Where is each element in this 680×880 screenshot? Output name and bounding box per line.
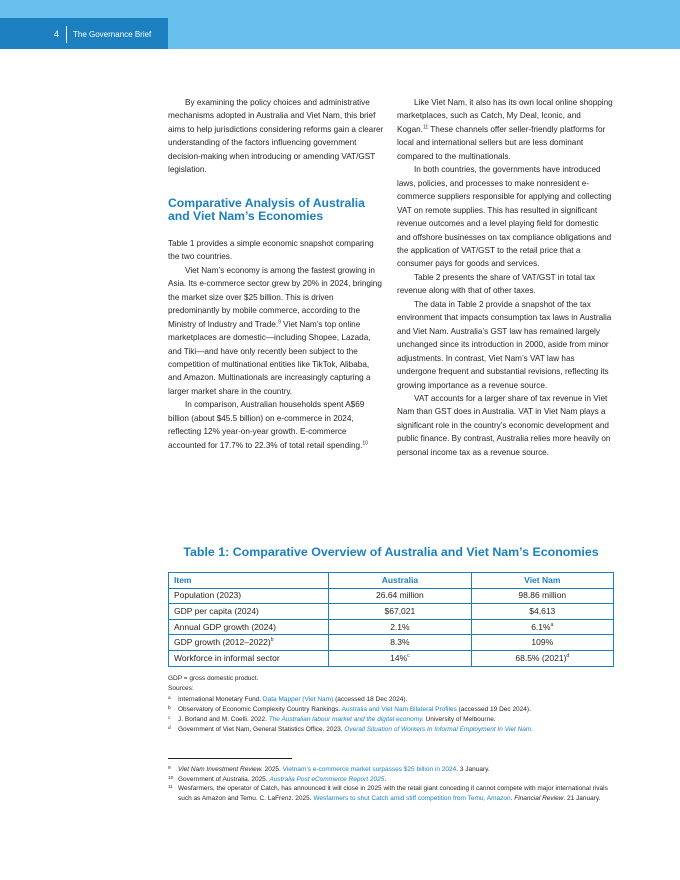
source-mark: c: [407, 652, 410, 659]
footnote-text: . 3 January.: [456, 766, 490, 773]
table-row: [169, 588, 614, 604]
source-text: (accessed 18 Dec 2024).: [335, 695, 408, 703]
table-cell: [471, 635, 613, 651]
paragraph: VAT accounts for a larger share of tax revenue in Viet Nam than GST does in Australia. VAT in Viet Nam plays a significant role in the country’s economic development and public finance. By contrast, Australia relies more heavily on personal income tax as a revenue source.: [397, 393, 611, 457]
table-notes: [168, 674, 614, 736]
cell-value: 109%: [531, 637, 554, 648]
source-link[interactable]: Data Mapper (Viet Nam): [262, 695, 334, 703]
cell-value: $4,613: [529, 605, 556, 616]
table-row: [169, 619, 614, 635]
table-cell: [169, 635, 329, 651]
footnote-number: 9: [168, 766, 171, 771]
source-link[interactable]: Australia and Viet Nam Bilateral Profiles: [341, 705, 457, 713]
cell-value: Population (2023): [174, 590, 242, 601]
table-cell: [169, 650, 329, 666]
footnote-text: Financial Review: [514, 795, 564, 803]
source-mark: b: [168, 705, 171, 711]
footnote: [168, 784, 614, 803]
right-column: [397, 96, 613, 459]
abbreviation-note: GDP = gross domestic product.: [168, 675, 259, 682]
paragraph: Table 2 presents the share of VAT/GST in total tax revenue along with that of other taxes.: [397, 272, 596, 296]
table-cell: [169, 588, 329, 604]
cell-value: 8.3%: [390, 637, 410, 648]
footnote-ref[interactable]: 9: [278, 318, 281, 325]
header-divider: [66, 26, 67, 43]
economy-table: [168, 572, 614, 667]
cell-value: 6.1%: [531, 621, 551, 632]
cell-value: GDP per capita (2024): [174, 605, 259, 616]
table-cell: [169, 619, 329, 635]
source-text: Observatory of Economic Complexity Country Rankings.: [178, 705, 341, 713]
paragraph: Viet Nam’s economy is among the fastest growing in Asia. Its e-commerce sector grew by 20% in 2024, bringing the market size over $25 billion. This is driven predominantly by mobile commerce, according to the Ministry of Industry and Trade.$^9$ Viet Nam’s top online marketplaces are domestic—including Shopee, Lazada, and Tiki—and have only recently been subject to the competition of multinational entities like TikTok, Alibaba, and Amazon. Multinationals are increasingly capturing a larger market share in the country.: [168, 265, 382, 396]
left-column: [168, 96, 384, 452]
footnote-ref[interactable]: 11: [422, 124, 429, 131]
footnote-text: . 21 January.: [563, 795, 601, 803]
source-item: [168, 725, 614, 735]
footnote-text: Wesfarmers, the operator of Catch, has announced it will close in 2025 with the retail giant conceding it cannot compete with major international rivals such as Amazon and Temu. C. LaFrenz. 2025.: [178, 785, 608, 803]
source-item: [168, 715, 614, 725]
footnote-number: 11: [168, 785, 173, 791]
table-row: [169, 635, 614, 651]
footnote-text: Government of Australia. 2025.: [178, 775, 270, 783]
cell-value: 26.64 million: [376, 590, 424, 601]
footnote-link[interactable]: Wesfarmers to shut Catch amid stiff competition from Temu, Amazon: [313, 795, 511, 803]
column-header-item: Item: [169, 573, 329, 589]
source-link[interactable]: The Australian labour market and the digital economy.: [268, 716, 424, 724]
footnote-text: Viet Nam Investment Review.: [178, 766, 263, 773]
source-mark: c: [168, 716, 171, 722]
source-mark: a: [550, 621, 554, 628]
source-mark: a: [168, 695, 171, 701]
cell-value: 98.86 million: [518, 590, 567, 601]
footnote-link[interactable]: Australia Post eCommerce Report 2025: [269, 775, 385, 783]
paragraph: Table 1 provides a simple economic snapshot comparing the two countries.: [168, 238, 374, 262]
cell-value: 2.1%: [390, 621, 410, 632]
table-header-row: [169, 573, 614, 589]
paragraph: The data in Table 2 provide a snapshot of the tax environment that impacts consumption tax laws in Australia and Viet Nam. Australia’s GST law has remained largely unchanged since its introduction in 2000, aside from minor adjustments. In contrast, Viet Nam’s VAT law has undergone frequent and substantial revisions, reflecting its growing importance as a revenue source.: [397, 299, 612, 390]
footnote-text: .: [384, 775, 387, 783]
column-header-australia: Australia: [329, 573, 471, 589]
footnotes: [168, 765, 614, 804]
footnote: [168, 765, 614, 775]
paragraph: In both countries, the governments have introduced laws, policies, and processes to make nonresident e-commerce suppliers responsible for applying and collecting VAT on remote supplies. This has resulted in significant revenue outcomes and a level playing field for domestic and offshore businesses on tax compliance obligations and the application of VAT/GST to the retail price that a consumer pays for goods and services.: [397, 165, 612, 269]
table-cell: [329, 635, 471, 651]
paragraph: In comparison, Australian households spent A$69 billion (about $45.5 billion) on e-commerce in 2024, reflecting 12% year-on-year growth. E-commerce accounted for 17.7% to 22.3% of total retail spending.$^{10}$: [168, 400, 368, 450]
footnote-divider: [168, 758, 292, 759]
sources-label: Sources:: [168, 685, 194, 693]
publication-title: The Governance Brief: [73, 30, 152, 39]
section-heading: Comparative Analysis of Australia and Viet Nam’s Economies: [168, 195, 365, 224]
table-cell: [169, 604, 329, 620]
source-text: (accessed 19 Dec 2024).: [458, 705, 531, 713]
footnote-text: .: [510, 795, 515, 803]
table-row: [169, 650, 614, 666]
source-item: [168, 695, 614, 705]
source-mark: d: [168, 726, 171, 732]
table-cell: [471, 650, 613, 666]
cell-value: GDP growth (2012–2022): [174, 637, 271, 648]
table-cell: [471, 588, 613, 604]
footnote-link[interactable]: Vietnam’s e-commerce market surpasses $25 billion in 2024: [282, 766, 457, 773]
page-number: 4: [54, 29, 60, 39]
table-cell: [471, 619, 613, 635]
source-text: International Monetary Fund.: [178, 695, 262, 703]
source-mark: b: [270, 637, 274, 644]
table-cell: [329, 650, 471, 666]
footnote: [168, 775, 614, 785]
source-text: Government of Viet Nam, General Statistics Office. 2023.: [178, 726, 343, 734]
cell-value: 68.5% (2021): [515, 652, 567, 663]
intro-paragraph: By examining the policy choices and administrative mechanisms adopted in Australia and Viet Nam, this brief aims to help jurisdictions considering reforms gain a clearer understanding of the factors influencing government decision-making when introducing or amending VAT/GST legislation.: [168, 98, 384, 175]
source-link[interactable]: Overall Situation of Workers In Informal Employment In Viet Nam.: [344, 726, 534, 734]
source-text: J. Borland and M. Coelli. 2022.: [178, 716, 267, 724]
source-mark: d: [566, 652, 570, 659]
paragraph: Like Viet Nam, it also has its own local online shopping marketplaces, such as Catch, My Deal, Iconic, and Kogan.$^{11}$ These channels offer seller-friendly platforms for local and international sellers but are less dominant compared to the multinationals.: [397, 98, 613, 161]
cell-value: $67,021: [384, 605, 416, 616]
table-title: Table 1: Comparative Overview of Australia and Viet Nam’s Economies: [183, 545, 599, 559]
table-cell: [329, 588, 471, 604]
table-cell: [329, 619, 471, 635]
column-header-vietnam: Viet Nam: [471, 573, 613, 589]
source-text: University of Melbourne.: [425, 716, 496, 724]
footnote-text: 2025.: [262, 766, 283, 773]
cell-value: 14%: [390, 652, 408, 663]
cell-value: Workforce in informal sector: [174, 652, 280, 663]
cell-value: Annual GDP growth (2024): [174, 621, 276, 632]
source-item: [168, 705, 614, 715]
table-cell: [329, 604, 471, 620]
footnote-number: 10: [168, 775, 174, 781]
table-cell: [471, 604, 613, 620]
footnote-ref[interactable]: 10: [362, 439, 368, 446]
table-row: [169, 604, 614, 620]
